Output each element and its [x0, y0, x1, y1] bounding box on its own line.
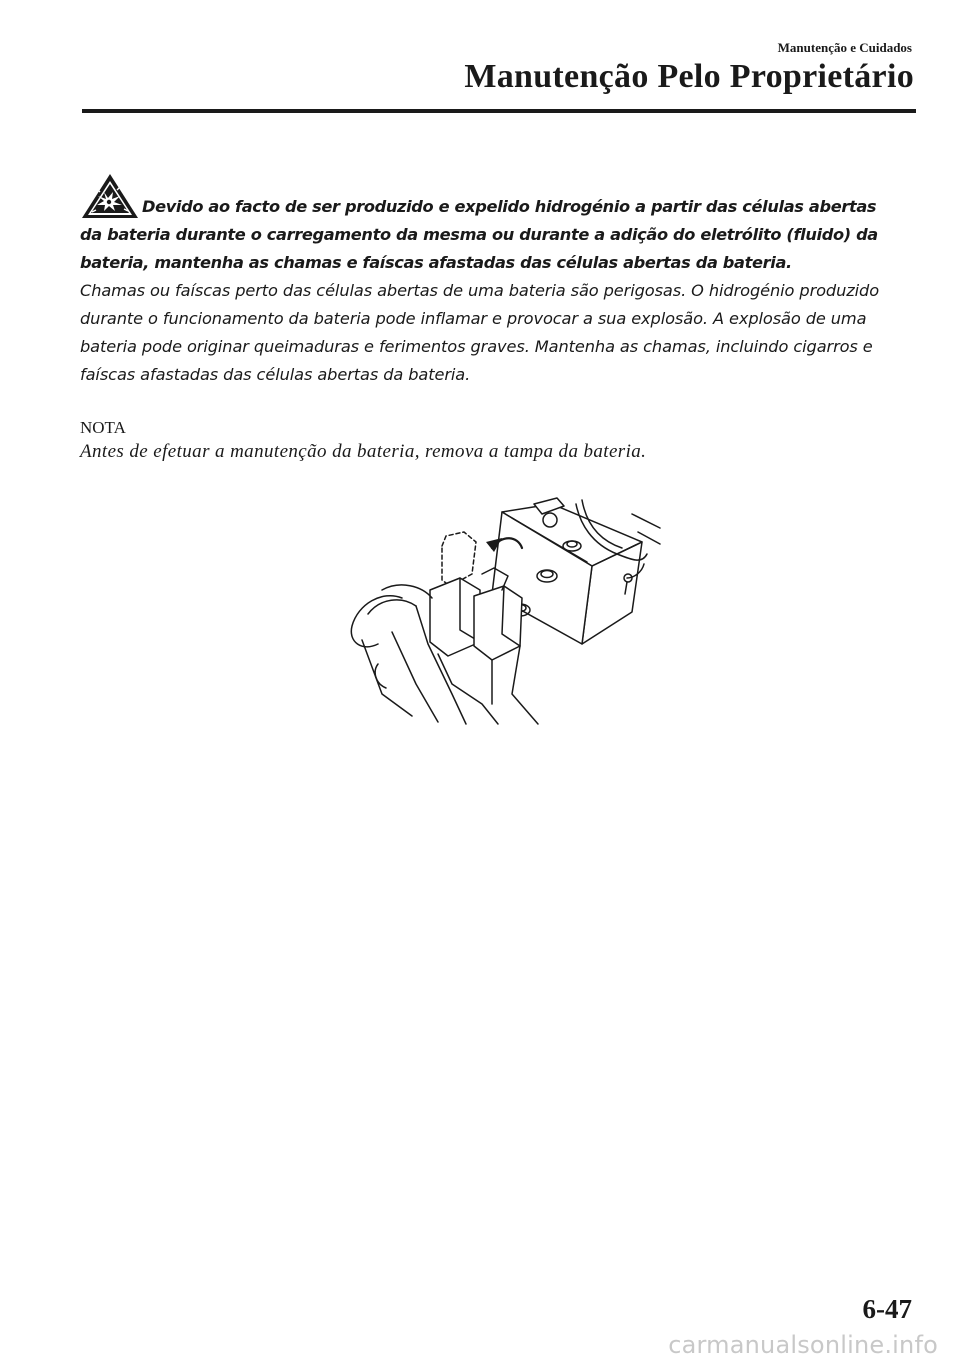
note-label: NOTA [80, 418, 126, 437]
warning-heading: Devido ao facto de ser produzido e expelido hidrogénio a partir das células abertas da bateria durante o carregamento da mesma ou durante a adição do eletrólito (fluido) da bateria, mantenha as chamas e faíscas afastadas das células abertas da bateria. [80, 197, 878, 272]
warning-block [80, 172, 900, 389]
page-number: 6-47 [862, 1294, 912, 1324]
page-title: Manutenção Pelo Proprietário [464, 58, 914, 95]
header-divider [82, 109, 916, 113]
battery-cover-removal-illustration [342, 494, 662, 726]
watermark: carmanualsonline.info [668, 1331, 938, 1359]
note-text: Antes de efetuar a manutenção da bateria, remova a tampa da bateria. [80, 441, 647, 462]
explosion-warning-icon [80, 172, 140, 220]
warning-description: Chamas ou faíscas perto das células abertas de uma bateria são perigosas. O hidrogénio produzido durante o funcionamento da bateria pode inflamar e provocar a sua explosão. A explosão de uma bateria pode originar queimaduras e ferimentos graves. Mantenha as chamas, incluindo cigarros e faíscas afastadas das células abertas da bateria. [80, 281, 880, 384]
section-title: Manutenção e Cuidados [777, 40, 912, 55]
